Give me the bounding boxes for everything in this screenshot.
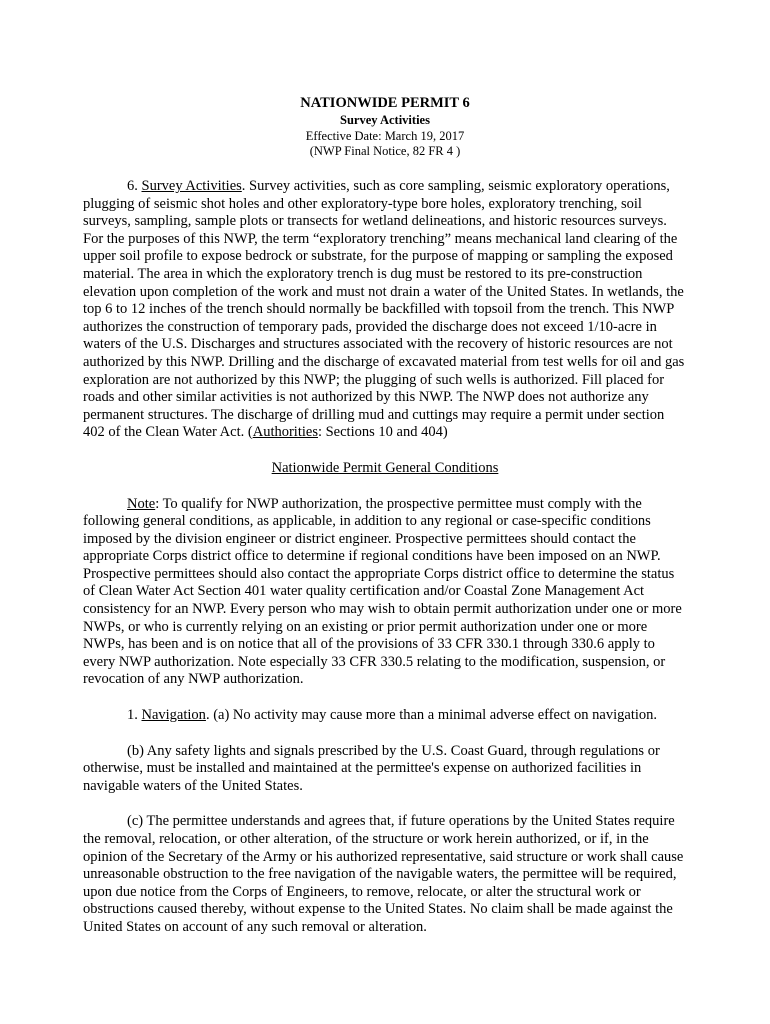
general-conditions-heading (83, 460, 687, 478)
note-label: Note (127, 495, 156, 512)
permit-number: 6. (127, 178, 142, 194)
permit-term: Survey Activities (141, 178, 242, 194)
navigation-a-text: . (a) No activity may cause more than a minimal adverse effect on navigation. (205, 707, 658, 724)
authorities-label: Authorities (252, 424, 318, 441)
document-header (83, 94, 687, 160)
final-notice-reference: (NWP Final Notice, 82 FR 4 ) (309, 144, 461, 159)
navigation-paragraph-c: (c) The permittee understands and agrees that, if future operations by the United States require the removal, relocation, or other alteration, of the structure or work herein authorized, or if, in the opinion of the Secretary of the Army or his authorized representative, said structure or work shall cause unreasonable obstruction to the free navigation of the navigable waters, the permittee will be required, upon due notice from the Corps of Engineers, to remove, relocate, or alter the structural work or obstructions caused thereby, without expense to the United States. No claim shall be made against the United States on account of any such removal or alteration. (83, 813, 684, 935)
authorities-text: : Sections 10 and 404) (317, 424, 448, 441)
effective-date: Effective Date: March 19, 2017 (305, 128, 465, 143)
navigation-number: 1. (127, 707, 142, 724)
permit-body-text: . Survey activities, such as core sampling, seismic exploratory operations, plugging of seismic shot holes and other exploratory-type bore holes, exploratory trenching, soil surveys, sampling, sample plots or transects for wetland delineations, and historic resources surveys. For the purposes of this NWP, the term “exploratory trenching” means mechanical land clearing of the upper soil profile to expose bedrock or substrate, for the purpose of mapping or sampling the exposed material. The area in which the exploratory trench is dug must be restored to its pre-construction elevation upon completion of the work and must not drain a water of the United States. In wetlands, the top 6 to 12 inches of the trench should normally be backfilled with topsoil from the trench. This NWP authorizes the construction of temporary pads, provided the discharge does not exceed 1/10-acre in waters of the U.S. Discharges and structures associated with the recovery of historic resources are not authorized by this NWP. Drilling and the discharge of excavated material from test wells for oil and gas exploration are not authorized by this NWP; the plugging of such wells is authorized. Fill placed for roads and other similar activities is not authorized by this NWP. The NWP does not authorize any permanent structures. The discharge of drilling mud and cuttings may require a permit under section 402 of the Clean Water Act. (83, 178, 685, 441)
authorities-open-paren: ( (247, 424, 253, 441)
note-text: : To qualify for NWP authorization, the prospective permittee must comply with the following general conditions, as applicable, in addition to any regional or case-specific conditions imposed by the division engineer or district engineer. Prospective permittees should contact the appropriate Corps district office to determine if regional conditions have been imposed on an NWP. Prospective permittees should also contact the appropriate Corps district office to determine the status of Clean Water Act Section 401 water quality certification and/or Coastal Zone Management Act consistency for an NWP. Every person who may wish to obtain permit authorization under one or more NWPs, or who is currently relying on an existing or prior permit authorization under one or more NWPs, has been and is on notice that all of the provisions of 33 CFR 330.1 through 330.6 apply to every NWP authorization. Note especially 33 CFR 330.5 relating to the modification, suspension, or revocation of any NWP authorization. (83, 495, 682, 688)
permit-description-paragraph (83, 178, 687, 442)
document-page (83, 94, 687, 937)
navigation-label: Navigation (141, 707, 206, 724)
navigation-paragraph-a (83, 707, 687, 725)
navigation-paragraph-b: (b) Any safety lights and signals prescribed by the U.S. Coast Guard, through regulations or otherwise, must be installed and maintained at the permittee's expense on authorized facilities in navigable waters of the United States. (83, 742, 660, 794)
document-title: NATIONWIDE PERMIT 6 (300, 95, 470, 111)
general-conditions-heading-text: Nationwide Permit General Conditions (271, 459, 499, 476)
document-subtitle: Survey Activities (340, 113, 430, 128)
general-conditions-note-paragraph (83, 496, 687, 690)
